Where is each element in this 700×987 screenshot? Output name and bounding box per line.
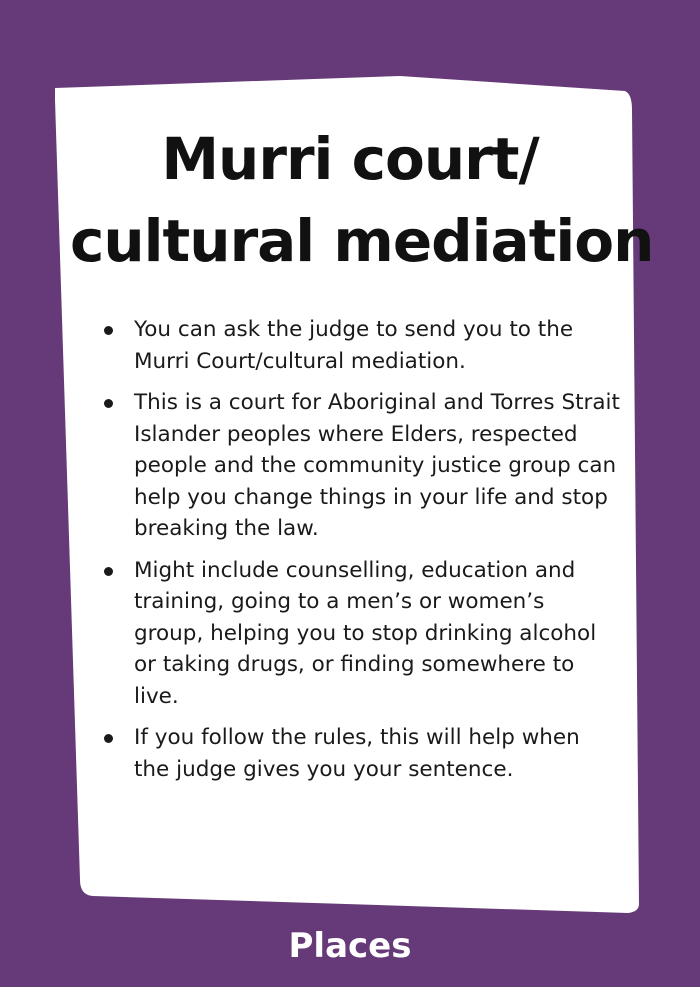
- bullet-dot-icon: [104, 734, 113, 743]
- bullet-text: This is a court for Aboriginal and Torres Strait Islander peoples where Elders, respected people and the community justice group can help you change things in your life and stop breaking the law.: [134, 390, 620, 541]
- bullet-item: [100, 387, 620, 545]
- bullet-item: [100, 314, 620, 377]
- bullet-list: [100, 314, 620, 795]
- bullet-dot-icon: [104, 567, 113, 576]
- bullet-text: You can ask the judge to send you to the Murri Court/cultural mediation.: [134, 317, 574, 374]
- footer-category-label: Places: [288, 926, 412, 966]
- bullet-dot-icon: [104, 326, 113, 335]
- card: [70, 100, 654, 890]
- bullet-item: [100, 722, 620, 785]
- card-title-line-2: cultural mediation: [70, 207, 654, 275]
- card-title-line-1: Murri court/: [161, 125, 539, 193]
- card-title: [70, 118, 654, 282]
- bullet-text: If you follow the rules, this will help when the judge gives you your sentence.: [134, 725, 580, 782]
- bullet-dot-icon: [104, 399, 113, 408]
- bullet-text: Might include counselling, education and training, going to a men’s or women’s group, helping you to stop drinking alcohol or taking drugs, or finding somewhere to live.: [134, 557, 597, 709]
- bullet-item: [100, 555, 620, 713]
